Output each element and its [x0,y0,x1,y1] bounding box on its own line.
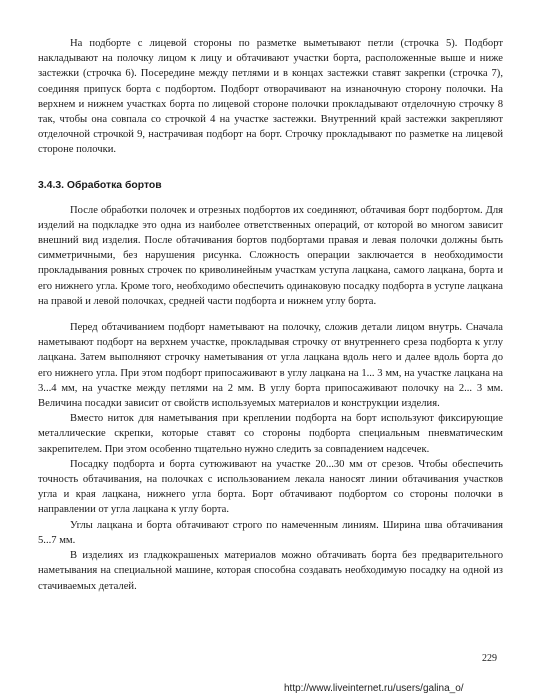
paragraph-6: В изделиях из гладкокрашеных материалов можно обтачивать борта без предварительного наметывания на специальной машине, которая способна создавать необходимую посадку на одной из стачиваемых деталей. [38,550,503,592]
watermark-url: http://www.liveinternet.ru/users/galina_o/ [284,683,464,694]
paragraph-5: Углы лацкана и борта обтачивают строго по намеченным линиям. Ширина шва обтачивания 5...7 мм. [38,519,503,546]
paragraph-3: Вместо ниток для наметывания при креплении подборта на борт используют фиксирующие металлические скрепки, которые ставят со стороны подборта специальным пневматическим закрепителем. При этом особенно тщательно нужно следить за совпадением надсечек. [38,413,503,455]
paragraph-1: После обработки полочек и отрезных подбортов их соединяют, обтачивая борт подбортом. Для изделий на подкладке это одна из наиболее ответственных операций, от которой во многом зависит внешний вид изделия. После обтачивания бортов подбортами правая и левая полочки должны быть симметричными, без нарушения рисунка. Сложность операции заключается в необходимости прокладывания ровных строчек по криволинейным участкам уступа лацкана, самого лацкана, борта и его нижнего угла. Кроме того, необходимо обеспечить одинаковую посадку подборта в уступе лацкана на правой и левой полочках, средней части подборта и нижнем углу борта. [38,204,503,307]
section-heading: 3.4.3. Обработка бортов [38,179,162,191]
paragraph-intro: На подборте с лицевой стороны по разметке выметывают петли (строчка 5). Подборт накладывают на полочку лицом к лицу и обтачивают участки борта, расположенные выше и ниже застежки (строчка 6). Посередине между петлями и в концах застежки ставят закрепки (строчка 7), соединяя припуск борта с подбортом. Подборт отворачивают на изнаночную сторону полочки. На верхнем и нижнем участках борта по лицевой стороне полочки прокладывают отделочную строчку 8 так, чтобы она совпала со строчкой 4 на участке застежки. Внутренний край застежки закрепляют отделочной строчкой 9, настрачивая подборт на борт. Строчку прокладывают по разметке на лицевой стороне полочки. [38,38,503,156]
document-page [38,36,503,594]
page-number: 229 [482,653,497,664]
paragraph-2: Перед обтачиванием подборт наметывают на полочку, сложив детали лицом внутрь. Сначала наметывают подборт на верхнем участке, прокладывая строчку от внутреннего среза подборта к углу лацкана. Затем выполняют строчку наметывания от угла лацкана вдоль него и далее вдоль борта до его нижнего угла. При этом подборт припосаживают в углу лацкана на 1... 3 мм, на участке лацкана на 3...4 мм, на участке между петлями на 2 мм. В углу борта припосаживают полочку на 2... 3 мм. Величина посадки зависит от свойств используемых материалов и конструкции изделия. [38,322,503,410]
paragraph-4: Посадку подборта и борта сутюживают на участке 20...30 мм от срезов. Чтобы обеспечить точность обтачивания, на полочках с использованием лекала наносят линии обтачивания участков угла и края лацкана, нижнего угла борта. Борт обтачивают подбортом со стороны полочки в направлении от угла лацкана к углу борта. [38,458,503,516]
